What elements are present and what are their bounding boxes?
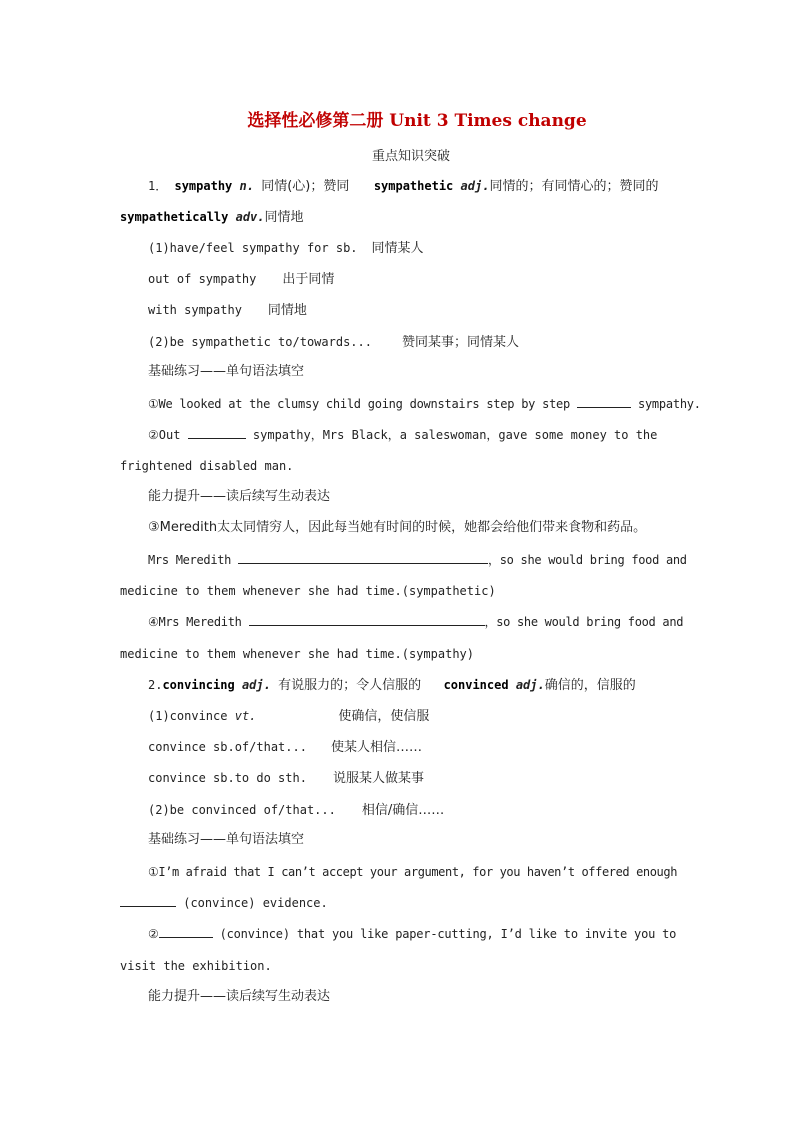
item2-question-2-cont: visit the exhibition. xyxy=(120,959,272,973)
item1-question-3-prompt: ③Meredith太太同情穷人，因此每当她有时间的时候，她都会给他们带来食物和药品。 xyxy=(148,520,647,535)
item1-question-4-cont: medicine to them whenever she had time.(sympathy) xyxy=(120,647,475,661)
item1-question-4: ④Mrs Meredith ，so she would bring food and xyxy=(148,615,684,629)
item1-word-sympathetic: sympathetic xyxy=(373,179,454,193)
item1-phrase-2: out of sympathy 出于同情 xyxy=(148,272,335,287)
answer-blank[interactable] xyxy=(577,396,631,408)
item1-question-3: Mrs Meredith ，so she would bring food and xyxy=(148,553,687,567)
item1-question-2: ②Out sympathy，Mrs Black，a saleswoman，gave some money to the xyxy=(148,428,658,442)
item2-phrase-4: (2)be convinced of/that... 相信/确信…… xyxy=(148,803,445,818)
answer-blank[interactable] xyxy=(159,926,213,938)
item2-question-1-cont: (convince) evidence. xyxy=(120,895,328,911)
item1-word-sympathy: sympathy xyxy=(174,179,233,193)
item1-basic-label: 基础练习——单句语法填空 xyxy=(148,364,305,379)
item2-word-convinced: convinced xyxy=(443,678,509,692)
document-title: 选择性必修第二册 Unit 3 Times change xyxy=(247,111,587,131)
item1-phrase-1: (1)have/feel sympathy for sb. 同情某人 xyxy=(148,241,424,256)
answer-blank[interactable] xyxy=(120,895,176,907)
item2-advanced-label: 能力提升——读后续写生动表达 xyxy=(148,989,331,1004)
item2-question-2: ② (convince) that you like paper-cutting, I’d like to invite you to xyxy=(148,927,677,941)
item2-basic-label: 基础练习——单句语法填空 xyxy=(148,832,305,847)
item1-advanced-label: 能力提升——读后续写生动表达 xyxy=(148,489,331,504)
answer-blank[interactable] xyxy=(188,427,246,439)
item1-question-2-cont: frightened disabled man. xyxy=(120,459,294,473)
item1-word-sympathetically: sympathetically xyxy=(120,210,229,224)
item2-question-1: ①I’m afraid that I can’t accept your argument, for you haven’t offered enough xyxy=(148,865,678,879)
item2-word-convincing: convincing xyxy=(162,678,235,692)
item1-question-1: ①We looked at the clumsy child going downstairs step by step sympathy. xyxy=(148,397,701,411)
item2-phrase-1: (1)convince vt. 使确信，使信服 xyxy=(148,709,430,724)
item2-heading: 2.convincing adj. 有说服力的；令人信服的 convinced adj.确信的，信服的 xyxy=(148,678,636,693)
item2-phrase-3: convince sb.to do sth. 说服某人做某事 xyxy=(148,771,424,786)
item1-heading: 1． sympathy n. 同情(心)；赞同 sympathetic adj.同情的；有同情心的；赞同的 xyxy=(148,179,659,194)
section-subtitle: 重点知识突破 xyxy=(371,149,450,164)
item1-question-3-cont: medicine to them whenever she had time.(sympathetic) xyxy=(120,584,496,598)
answer-blank[interactable] xyxy=(238,552,488,564)
item1-phrase-3: with sympathy 同情地 xyxy=(148,303,307,318)
item1-phrase-4: (2)be sympathetic to/towards... 赞同某事；同情某人 xyxy=(148,335,519,350)
item1-heading-cont: sympathetically adv.同情地 xyxy=(120,210,304,225)
item2-phrase-2: convince sb.of/that... 使某人相信…… xyxy=(148,740,422,755)
answer-blank[interactable] xyxy=(249,614,485,626)
